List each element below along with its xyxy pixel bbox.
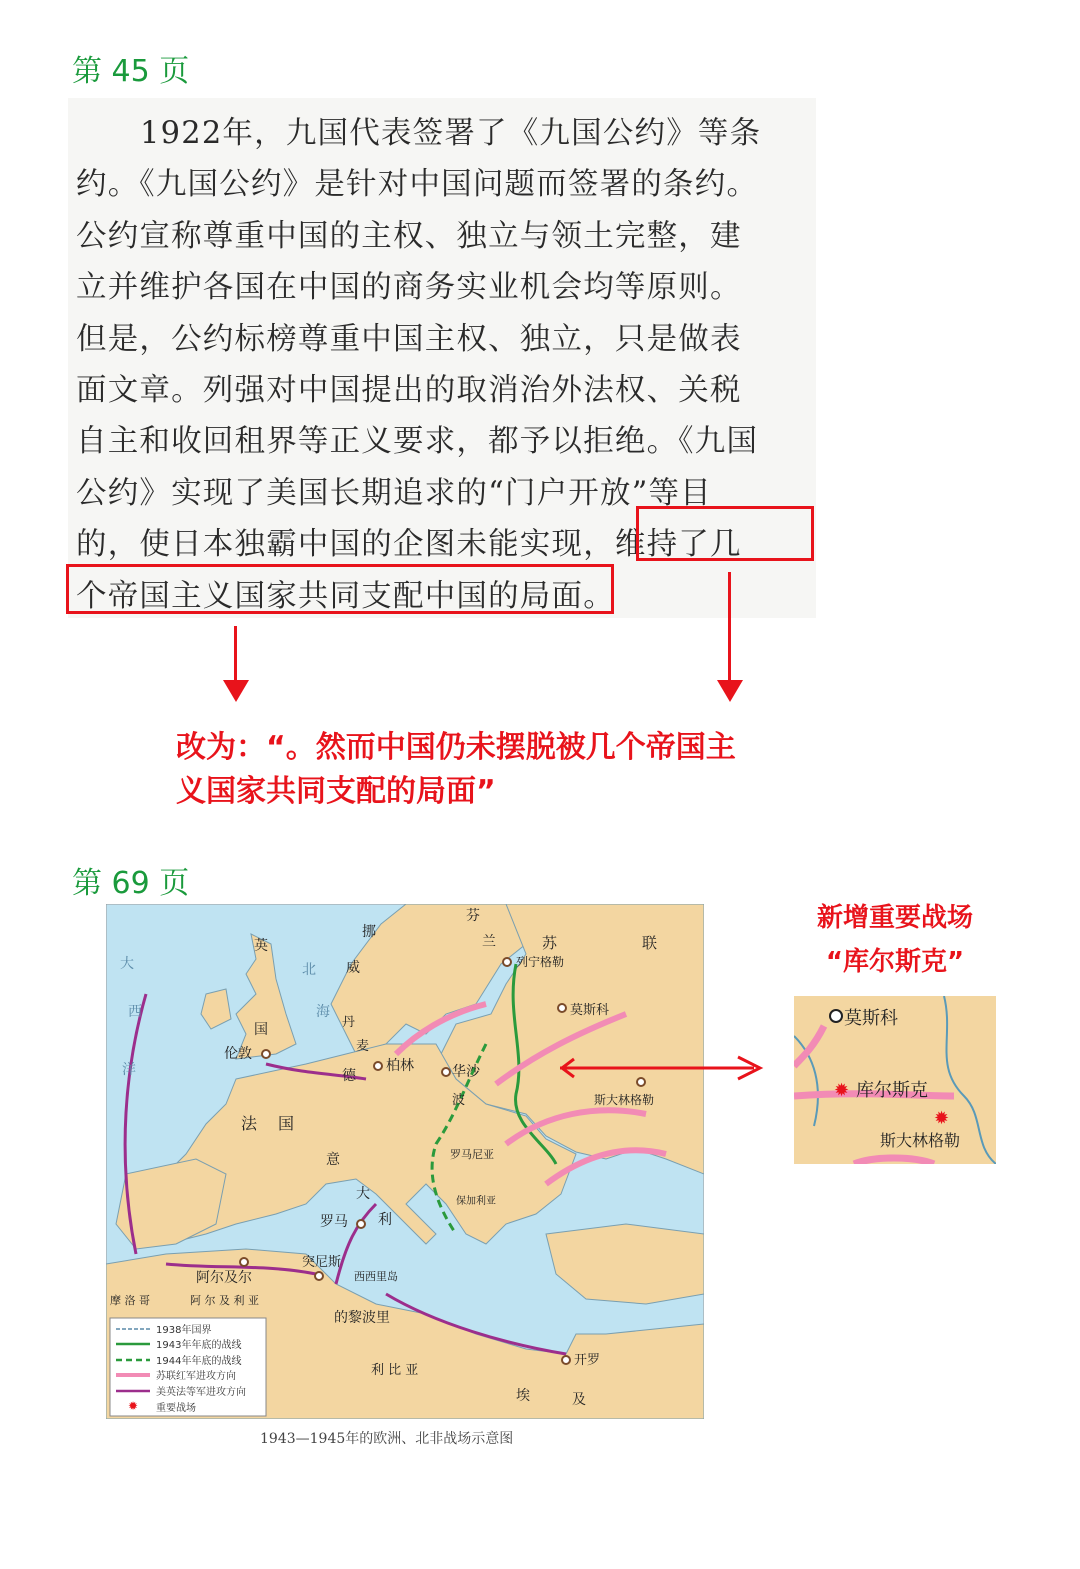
map-label: 伦敦	[224, 1046, 252, 1062]
paragraph-line: 面文章。列强对中国提出的取消治外法权、关税	[76, 372, 742, 408]
map-label: 国	[254, 1022, 268, 1038]
legend-label: 1943年年底的战线	[156, 1340, 242, 1351]
map-label: 阿尔及尔	[196, 1270, 252, 1286]
map-label: 大	[120, 956, 134, 972]
map-label: 法	[241, 1114, 258, 1133]
map-label: 罗马尼亚	[450, 1148, 494, 1161]
city-marker	[315, 1272, 323, 1280]
paragraph-line: 但是，公约标榜尊重中国主权、独立，只是做表	[76, 321, 742, 357]
legend-label: 1938年国界	[156, 1325, 212, 1336]
city-marker	[442, 1068, 450, 1076]
map-label: 的黎波里	[334, 1310, 390, 1326]
inset-label-kursk: 库尔斯克	[856, 1080, 928, 1101]
map-label: 及	[572, 1392, 586, 1408]
city-marker	[240, 1258, 248, 1266]
map-label: 柏林	[386, 1058, 414, 1074]
highlight-box-upper	[636, 506, 814, 561]
paragraph-line: 的，使日本独霸中国的企图未能实现，维持了几	[76, 527, 742, 563]
map-label: 罗马	[320, 1214, 348, 1230]
legend-label: 苏联红军进攻方向	[156, 1371, 236, 1382]
paragraph-line: 自主和收回租界等正义要求，都予以拒绝。《九国	[76, 424, 759, 460]
map-label: 麦	[356, 1039, 370, 1054]
city-marker	[503, 958, 511, 966]
page-label-69: 第 69 页	[72, 866, 190, 901]
note-line: “库尔斯克”	[825, 947, 965, 977]
paragraph-line: 立并维护各国在中国的商务实业机会均等原则。	[76, 270, 742, 306]
map-label: 开罗	[574, 1353, 601, 1368]
map-label: 利	[378, 1212, 392, 1228]
city-marker	[558, 1004, 566, 1012]
map-label: 华沙	[452, 1064, 480, 1080]
map-label: 突尼斯	[302, 1255, 342, 1270]
paragraph-line: 1922年，九国代表签署了《九国公约》等条	[140, 116, 762, 151]
map-label: 海	[316, 1004, 330, 1020]
map-label: 意	[326, 1152, 340, 1168]
map-label: 挪	[362, 924, 376, 940]
arrow-down-left-shaft	[234, 626, 237, 684]
legend-label: 美英法等军进攻方向	[156, 1387, 246, 1398]
map-label: 列宁格勒	[516, 955, 565, 969]
note-line: 新增重要战场	[816, 903, 973, 933]
correction-line: 改为：“。然而中国仍未摆脱被几个帝国主	[176, 730, 736, 765]
map-label: 西西里岛	[354, 1270, 398, 1283]
map-label: 北	[302, 962, 316, 978]
correction-text	[176, 726, 816, 814]
map-label: 联	[642, 934, 658, 952]
paragraph-line: 个帝国主义国家共同支配中国的局面。	[76, 578, 615, 614]
highlight-box-lower	[66, 564, 614, 614]
map-caption: 1943—1945年的欧洲、北非战场示意图	[260, 1431, 514, 1447]
map-label: 保加利亚	[456, 1196, 496, 1207]
inset-label-moscow: 莫斯科	[844, 1008, 898, 1029]
map-label: 利 比 亚	[371, 1363, 419, 1378]
battle-star-icon: ✹	[834, 1080, 850, 1101]
page-label-45: 第 45 页	[72, 54, 190, 89]
paragraph-line: 公约》实现了美国长期追求的“门户开放”等目	[76, 475, 712, 511]
city-marker	[562, 1356, 570, 1364]
inset-city-marker	[830, 1010, 842, 1022]
map-label: 莫斯科	[570, 1003, 610, 1018]
map-label: 波	[452, 1093, 466, 1108]
map-label: 埃	[516, 1388, 530, 1404]
city-marker	[357, 1220, 365, 1228]
city-marker	[374, 1062, 382, 1070]
map-label: 威	[346, 960, 360, 976]
map-legend	[110, 1318, 266, 1416]
map-label: 英	[254, 938, 268, 954]
paragraph-line: 约。《九国公约》是针对中国问题而签署的条约。	[76, 167, 759, 203]
arrow-down-right-head	[717, 680, 743, 702]
map-label: 大	[356, 1186, 370, 1202]
legend-label: 重要战场	[156, 1403, 196, 1414]
map-label: 摩 洛 哥	[110, 1294, 150, 1307]
map-label: 洋	[122, 1062, 136, 1078]
map-label: 西	[128, 1004, 142, 1020]
map-label: 芬	[466, 908, 480, 924]
correction-line: 义国家共同支配的局面”	[176, 774, 496, 809]
map-label: 斯大林格勒	[594, 1093, 655, 1107]
arrow-right-to-inset	[560, 1055, 770, 1085]
arrow-down-right-shaft	[728, 572, 731, 684]
new-battle-note	[790, 896, 1000, 984]
map-label: 国	[278, 1114, 295, 1133]
war-map	[106, 904, 704, 1419]
map-label: 兰	[482, 934, 496, 950]
map-label: 阿 尔 及 利 亚	[190, 1294, 259, 1307]
battle-star-icon: ✹	[934, 1108, 950, 1129]
inset-label-stalingrad: 斯大林格勒	[880, 1131, 961, 1150]
city-marker	[262, 1050, 270, 1058]
kursk-inset-map	[794, 996, 996, 1164]
paragraph-line: 公约宣称尊重中国的主权、独立与领土完整，建	[76, 218, 742, 254]
arrow-down-left-head	[223, 680, 249, 702]
legend-label: 1944年年底的战线	[156, 1356, 242, 1367]
map-label: 丹	[342, 1015, 356, 1030]
legend-swatch-battle-icon: ✹	[128, 1399, 139, 1413]
map-label: 苏	[542, 934, 558, 952]
map-label: 德	[342, 1068, 356, 1084]
